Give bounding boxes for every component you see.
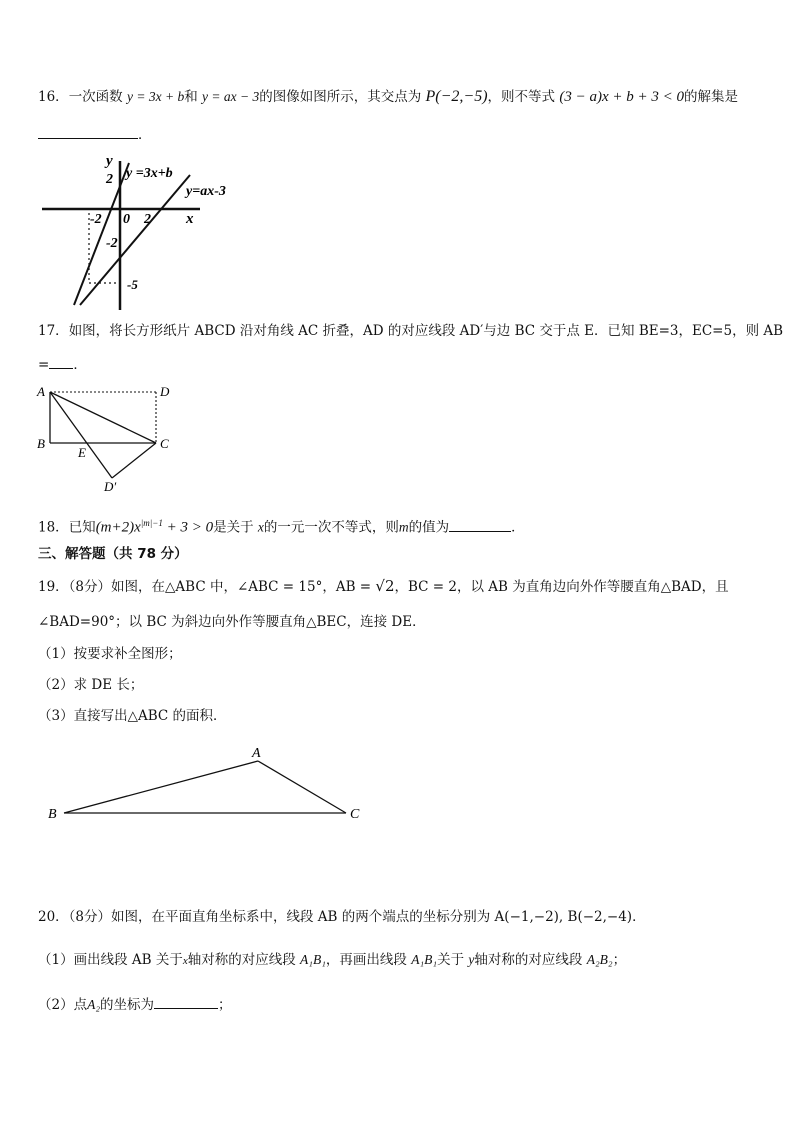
q19-label-C: C xyxy=(350,807,360,822)
q18-text-4: 的值为 xyxy=(408,519,450,536)
q16-line1-label: y =3x+b xyxy=(126,166,173,181)
q19-text-1: 19．（8分）如图，在△ABC 中，∠ABC = 15°，AB = xyxy=(38,579,372,595)
q17-label-C: C xyxy=(160,436,169,451)
q20-point-A2: A₂ xyxy=(87,997,101,1012)
q18-text-2: 是关于 xyxy=(213,519,254,536)
q16-line2-label: y=ax-3 xyxy=(186,184,226,199)
q17-label-D: D xyxy=(160,384,170,399)
q18-text-1: 已知 xyxy=(68,519,96,536)
q17-label-Dprime: D′ xyxy=(104,479,117,494)
q20-part-1 xyxy=(38,950,626,971)
q16-x-label: x xyxy=(186,211,194,227)
q20-line-1: 20．（8分）如图，在平面直角坐标系中，线段 AB 的两个端点的坐标分别为 A(−1,−2), B(−2,−4)． xyxy=(38,909,646,925)
q16-tick-2x: 2 xyxy=(144,212,151,227)
q18-line xyxy=(38,513,525,538)
q16-answer-blank[interactable] xyxy=(38,124,138,139)
q19-part-3: （3）直接写出△ABC 的面积． xyxy=(38,708,227,724)
q16-tick-neg2y: -2 xyxy=(106,236,118,251)
q18-text-3: 的一元一次不等式，则 xyxy=(263,519,399,536)
q20-seg-A1B1-b: A₁B₁ xyxy=(411,952,438,967)
q18-answer-blank[interactable] xyxy=(449,517,511,532)
q16-graph xyxy=(40,155,255,315)
q20-part-2-c: ； xyxy=(218,997,232,1013)
q19-label-A: A xyxy=(252,746,261,761)
q17-answer-blank[interactable] xyxy=(49,354,73,369)
q16-answer-line xyxy=(38,124,152,145)
q20-var-y: y xyxy=(468,952,475,967)
q17-edge-AC xyxy=(50,392,156,443)
q19-edge-BA xyxy=(64,761,258,813)
q18-exponent: |m|−1 xyxy=(140,518,163,528)
q17-edge-ADp xyxy=(50,392,112,478)
q17-edge-DpC xyxy=(112,443,156,478)
q20-part-1-e: 轴对称的对应线段 xyxy=(474,952,583,968)
q20-answer-blank[interactable] xyxy=(154,994,218,1009)
q16-tick-2y: 2 xyxy=(106,172,113,187)
q16-eq2: y = ax − 3 xyxy=(202,89,260,104)
q20-var-x: x xyxy=(182,955,188,967)
q16-tick-neg5y: -5 xyxy=(127,277,138,292)
q16-y-label: y xyxy=(106,155,113,169)
q16-inequality: (3 − a)x + b + 3 < 0 xyxy=(559,89,684,105)
q19-line-1 xyxy=(38,576,729,597)
q16-text-5: 的解集是 xyxy=(683,89,738,105)
q20-part-2 xyxy=(38,994,232,1015)
q17-line xyxy=(38,321,783,341)
q18-expr2: + 3 > 0 xyxy=(162,519,214,536)
q16-text-2: 和 xyxy=(184,89,198,105)
q18-var-m: m xyxy=(398,519,409,535)
q16-eq1: y = 3x + b xyxy=(126,89,185,104)
q17-answer-line xyxy=(38,354,87,375)
q20-part-1-f: ； xyxy=(612,952,627,968)
q16-origin: 0 xyxy=(123,212,130,227)
q18-var-x: x xyxy=(257,519,264,535)
q16-number: 16． xyxy=(38,89,69,105)
q17-figure xyxy=(34,380,184,495)
q19-part-2: （2）求 DE 长； xyxy=(38,677,144,693)
q19-label-B: B xyxy=(48,807,57,822)
q17-text: 如图，将长方形纸片 ABCD 沿对角线 AC 折叠，AD 的对应线段 AD′与边 BC 交于点 E．已知 BE=3，EC=5，则 AB xyxy=(68,323,784,339)
q17-eq: = xyxy=(38,357,50,373)
q18-number: 18． xyxy=(38,519,69,536)
q20-part-1-c: ，再画出线段 xyxy=(325,952,407,968)
q20-part-1-a: （1）画出线段 AB 关于 xyxy=(38,952,183,968)
q17-tail: ． xyxy=(73,357,87,373)
q16-point: P(−2,−5) xyxy=(425,88,488,105)
q16-tick-neg2x: -2 xyxy=(90,212,102,227)
q18-expr: (m+2)x xyxy=(95,519,141,536)
q20-seg-A2B2: A₂B₂ xyxy=(586,952,613,967)
q19-line-2: ∠BAD=90°；以 BC 为斜边向外作等腰直角△BEC，连接 DE． xyxy=(38,614,426,630)
q19-edge-AC xyxy=(258,761,346,813)
q20-part-2-a: （2）点 xyxy=(38,997,88,1013)
q16-tail: ． xyxy=(138,127,152,143)
q19-text-1b: ，BC = 2，以 AB 为直角边向外作等腰直角△BAD，且 xyxy=(394,579,729,595)
q16-text-1: 一次函数 xyxy=(68,89,123,105)
q19-part-1: （1）按要求补全图形； xyxy=(38,646,182,662)
q16-text-4: ，则不等式 xyxy=(487,89,556,105)
q18-tail: ． xyxy=(511,519,525,536)
q16-text-3: 的图像如图所示，其交点为 xyxy=(259,89,422,105)
q17-label-A: A xyxy=(37,384,45,399)
q17-number: 17． xyxy=(38,323,69,339)
q19-sqrt: √2 xyxy=(375,577,395,595)
q20-seg-A1B1: A₁B₁ xyxy=(300,952,326,967)
q16-line xyxy=(38,87,738,107)
q20-part-1-d: 关于 xyxy=(437,952,465,968)
q17-label-B: B xyxy=(37,436,45,451)
q20-part-2-b: 的坐标为 xyxy=(100,997,155,1013)
q19-figure xyxy=(40,740,380,830)
section-3-heading: 三、解答题（共 78 分） xyxy=(38,546,188,562)
q20-part-1-b: 轴对称的对应线段 xyxy=(187,952,296,968)
q17-label-E: E xyxy=(78,445,86,460)
